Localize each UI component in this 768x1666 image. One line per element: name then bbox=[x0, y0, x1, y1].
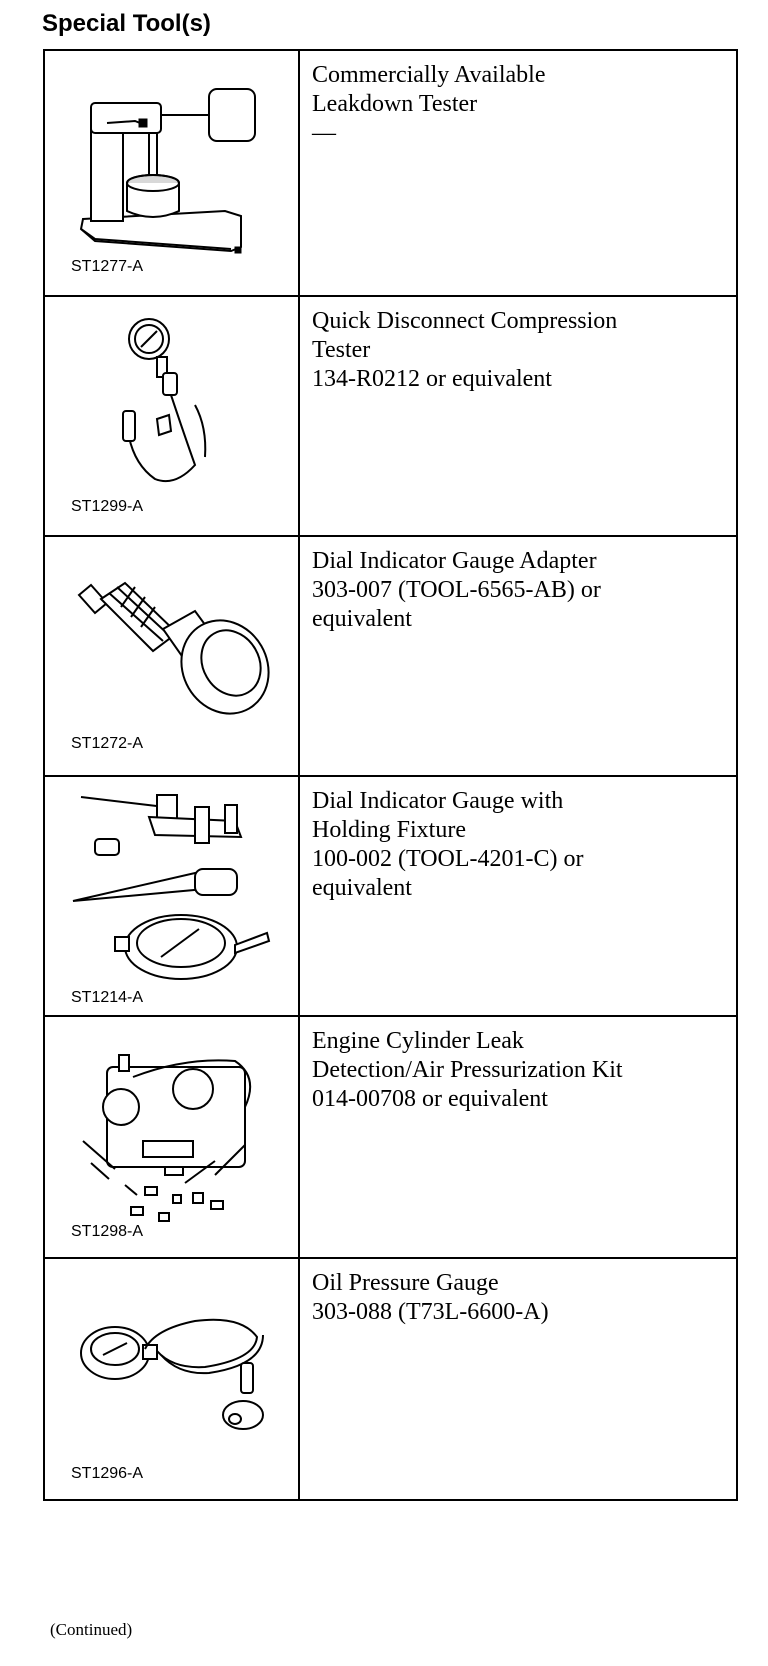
tool-description-cell bbox=[299, 50, 737, 296]
tool-code: ST1299-A bbox=[71, 498, 144, 515]
table-row bbox=[44, 1258, 737, 1500]
tool-code: ST1272-A bbox=[71, 735, 144, 752]
tool-name-line: Tester bbox=[312, 337, 371, 363]
tool-name-line: Dial Indicator Gauge Adapter bbox=[312, 548, 597, 574]
tool-name-line: Holding Fixture bbox=[312, 817, 466, 843]
tool-illustration-cell bbox=[44, 50, 299, 296]
tool-part-number: 134-R0212 or equivalent bbox=[312, 366, 552, 392]
table-row bbox=[44, 536, 737, 776]
tool-illustration-cell bbox=[44, 1258, 299, 1500]
tool-description-cell bbox=[299, 1016, 737, 1258]
tool-illustration-cell bbox=[44, 1016, 299, 1258]
tool-illustration-cell bbox=[44, 296, 299, 536]
page-title: Special Tool(s) bbox=[42, 10, 211, 37]
tool-part-number: — bbox=[312, 120, 336, 146]
table-row bbox=[44, 50, 737, 296]
tool-name-line: Quick Disconnect Compression bbox=[312, 308, 618, 334]
dial-indicator-icon bbox=[45, 777, 298, 1017]
tool-code: ST1298-A bbox=[71, 1223, 144, 1240]
tool-name-line: Oil Pressure Gauge bbox=[312, 1270, 499, 1296]
tool-name-line: Dial Indicator Gauge with bbox=[312, 788, 564, 814]
tool-description-cell bbox=[299, 776, 737, 1016]
special-tools-table bbox=[43, 49, 738, 1501]
tool-code: ST1277-A bbox=[71, 258, 144, 275]
tool-description-cell bbox=[299, 536, 737, 776]
tool-name-line: Detection/Air Pressurization Kit bbox=[312, 1057, 623, 1083]
tool-code: ST1214-A bbox=[71, 989, 144, 1006]
table-row bbox=[44, 296, 737, 536]
continued-note: (Continued) bbox=[50, 1620, 133, 1639]
table-row bbox=[44, 776, 737, 1016]
tool-description-cell bbox=[299, 296, 737, 536]
tool-name-line: Engine Cylinder Leak bbox=[312, 1028, 524, 1054]
tool-illustration-cell bbox=[44, 776, 299, 1016]
tool-name-line: Leakdown Tester bbox=[312, 91, 478, 117]
tool-part-number: 100-002 (TOOL-4201-C) or bbox=[312, 846, 584, 872]
tool-code: ST1296-A bbox=[71, 1465, 144, 1482]
tool-part-number: 014-00708 or equivalent bbox=[312, 1086, 548, 1112]
tool-part-number: 303-007 (TOOL-6565-AB) or bbox=[312, 577, 601, 603]
tool-name-line: Commercially Available bbox=[312, 62, 546, 88]
tool-part-number: equivalent bbox=[312, 606, 412, 632]
table-row bbox=[44, 1016, 737, 1258]
tool-part-number: 303-088 (T73L-6600-A) bbox=[312, 1299, 549, 1325]
tool-part-number: equivalent bbox=[312, 875, 412, 901]
tool-description-cell bbox=[299, 1258, 737, 1500]
tool-illustration-cell bbox=[44, 536, 299, 776]
